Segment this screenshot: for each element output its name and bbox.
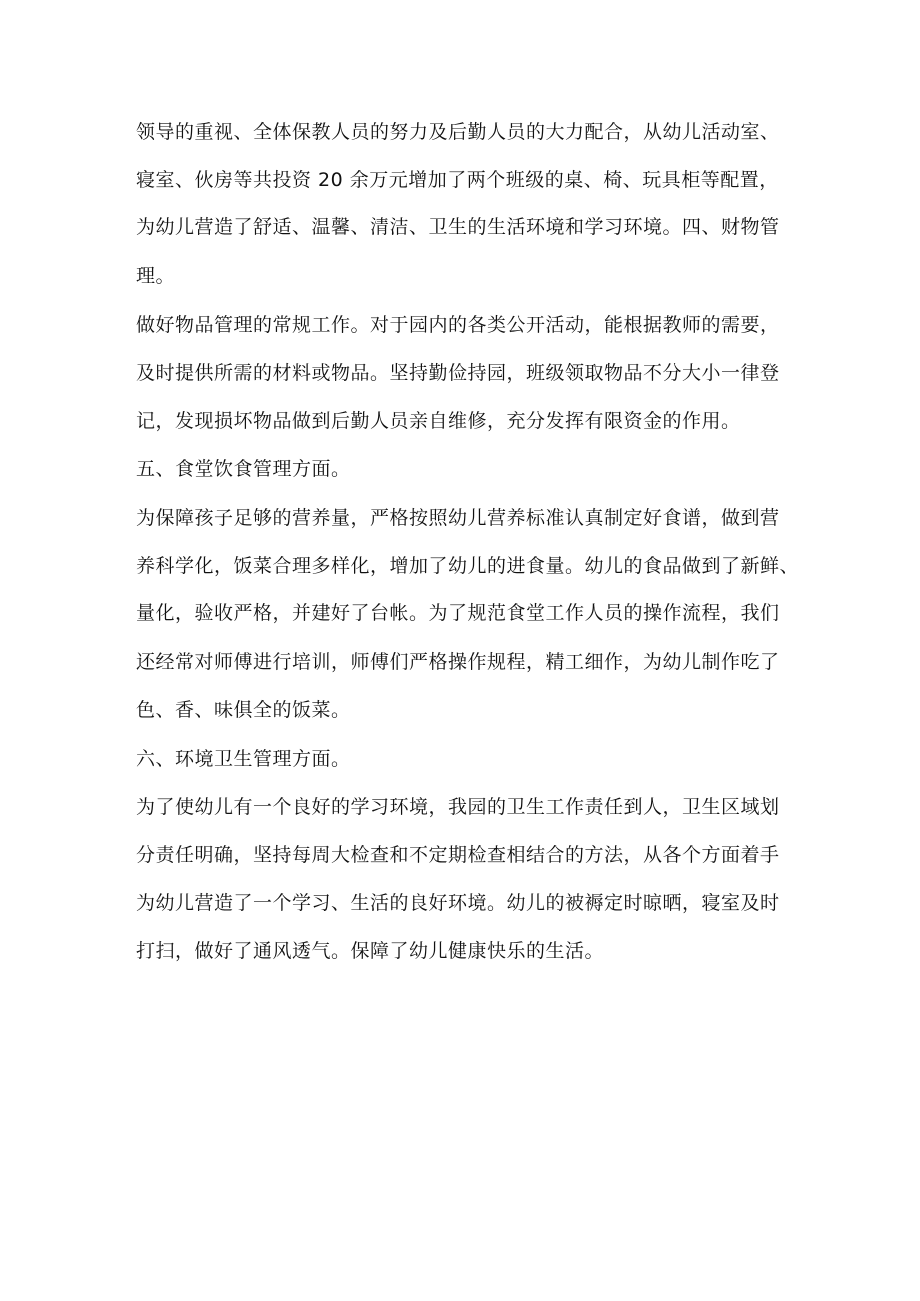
text-line-11: 量化，验收严格，并建好了台帐。为了规范食堂工作人员的操作流程，我们 bbox=[136, 602, 780, 624]
text-line-18: 打扫，做好了通风透气。保障了幼儿健康快乐的生活。 bbox=[136, 940, 605, 962]
section-heading-6: 六、环境卫生管理方面。 bbox=[136, 748, 351, 770]
text-line-9: 为保障孩子足够的营养量，严格按照幼儿营养标准认真制定好食谱，做到营 bbox=[136, 507, 780, 529]
text-line-10: 养科学化，饭菜合理多样化，增加了幼儿的进食量。幼儿的食品做到了新鲜、 bbox=[136, 555, 800, 577]
text-line-13: 色、香、味俱全的饭菜。 bbox=[136, 699, 351, 721]
text-line-16: 分责任明确，坚持每周大检查和不定期检查相结合的方法，从各个方面着手 bbox=[136, 844, 780, 866]
text-line-4: 理。 bbox=[136, 265, 176, 287]
text-line-17: 为幼儿营造了一个学习、生活的良好环境。幼儿的被褥定时晾晒，寝室及时 bbox=[136, 892, 780, 914]
text-line-5: 做好物品管理的常规工作。对于园内的各类公开活动，能根据教师的需要， bbox=[136, 314, 780, 336]
text-line-6: 及时提供所需的材料或物品。坚持勤俭持园，班级领取物品不分大小一律登 bbox=[136, 362, 780, 384]
text-line-3: 为幼儿营造了舒适、温馨、清洁、卫生的生活环境和学习环境。四、财物管 bbox=[136, 216, 780, 238]
section-heading-5: 五、食堂饮食管理方面。 bbox=[136, 458, 351, 480]
text-line-15: 为了使幼儿有一个良好的学习环境，我园的卫生工作责任到人，卫生区域划 bbox=[136, 796, 780, 818]
text-line-2: 寝室、伙房等共投资 20 余万元增加了两个班级的桌、椅、玩具柜等配置， bbox=[136, 169, 779, 191]
text-line-12: 还经常对师傅进行培训，师傅们严格操作规程，精工细作，为幼儿制作吃了 bbox=[136, 651, 780, 673]
text-line-1: 领导的重视、全体保教人员的努力及后勤人员的大力配合，从幼儿活动室、 bbox=[136, 121, 780, 143]
text-line-7: 记，发现损坏物品做到后勤人员亲自维修，充分发挥有限资金的作用。 bbox=[136, 410, 741, 432]
